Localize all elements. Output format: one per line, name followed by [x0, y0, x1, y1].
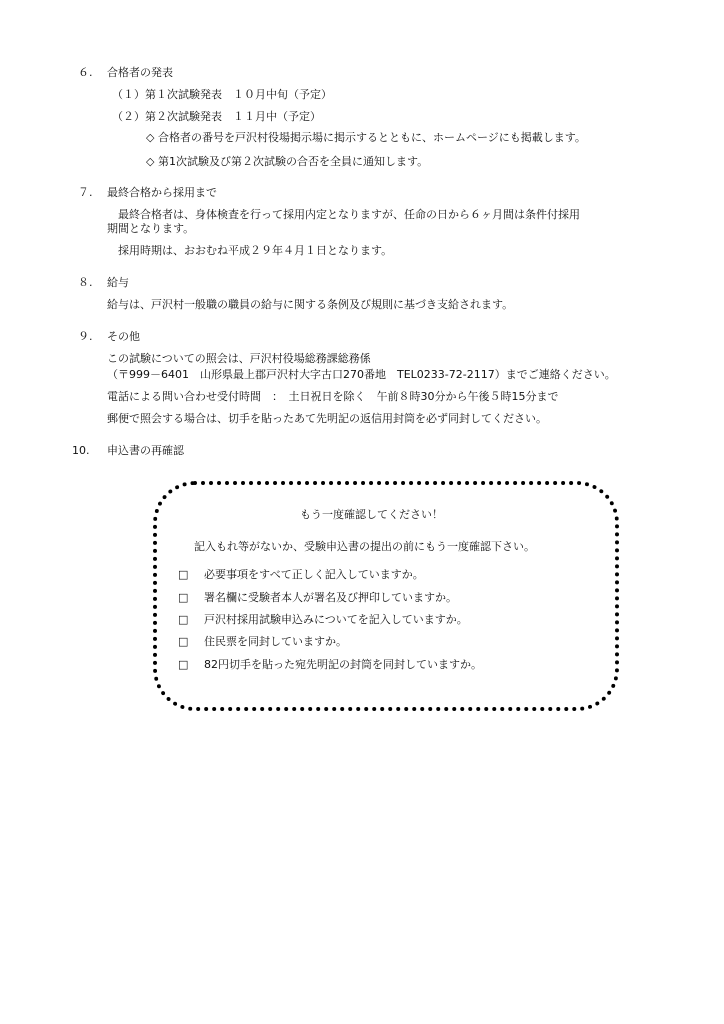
checkbox-2[interactable]: □: [178, 591, 189, 604]
section-8-number: ８.: [78, 276, 93, 289]
checklist-item-4: 住民票を同封していますか。: [204, 635, 347, 648]
checklist-item-3: 戸沢村採用試験申込みについてを記入していますか。: [204, 613, 468, 626]
checklist-intro: 記入もれ等がないか、受験申込書の提出の前にもう一度確認下さい。: [194, 540, 535, 553]
checklist-item-2: 署名欄に受験者本人が署名及び押印していますか。: [204, 591, 457, 604]
checklist-heading: もう一度確認してください！: [300, 508, 443, 521]
section-9-title: その他: [107, 330, 140, 343]
section-10-number: 10.: [72, 444, 90, 457]
checkbox-5[interactable]: □: [178, 658, 189, 671]
section-7-paragraph-2: 採用時期は、おおむね平成２９年４月１日となります。: [118, 244, 393, 257]
section-6-number: ６.: [78, 66, 93, 79]
section-7-title: 最終合格から採用まで: [107, 186, 217, 199]
checkbox-3[interactable]: □: [178, 613, 189, 626]
section-7-paragraph-1-line-1: 最終合格者は、身体検査を行って採用内定となりますが、任命の日から６ヶ月間は条件付採用: [118, 208, 580, 221]
section-9-line-2: （〒999－6401 山形県最上郡戸沢村大字古口270番地 TEL0233-72-2117）までご連絡ください。: [107, 368, 616, 381]
section-8-title: 給与: [107, 276, 129, 289]
checkbox-4[interactable]: □: [178, 635, 189, 648]
section-9-number: ９.: [78, 330, 93, 343]
section-6-title: 合格者の発表: [107, 66, 173, 79]
section-9-line-1: この試験についての照会は、戸沢村役場総務課総務係: [107, 352, 371, 365]
checklist-item-5: 82円切手を貼った宛先明記の封筒を同封していますか。: [204, 658, 482, 671]
section-6-item-2: （２）第２次試験発表 １１月中（予定）: [112, 110, 321, 123]
section-8-text: 給与は、戸沢村一般職の職員の給与に関する条例及び規則に基づき支給されます。: [107, 298, 514, 311]
section-6-note-1: ◇ 合格者の番号を戸沢村役場掲示場に掲示するとともに、ホームページにも掲載します。: [146, 131, 586, 144]
checkbox-1[interactable]: □: [178, 568, 189, 581]
section-6-note-2: ◇ 第1次試験及び第２次試験の合否を全員に通知します。: [146, 155, 429, 168]
section-6-item-1: （１）第１次試験発表 １０月中旬（予定）: [112, 88, 332, 101]
section-9-line-4: 郵便で照会する場合は、切手を貼ったあて先明記の返信用封筒を必ず同封してください。: [107, 412, 547, 425]
section-9-line-3: 電話による問い合わせ受付時間 ： 土日祝日を除く 午前８時30分から午後５時15分まで: [107, 390, 559, 403]
section-7-number: ７.: [78, 186, 93, 199]
section-10-title: 申込書の再確認: [107, 444, 184, 457]
checklist-item-1: 必要事項をすべて正しく記入していますか。: [204, 568, 424, 581]
section-7-paragraph-1-line-2: 期間となります。: [107, 222, 195, 235]
